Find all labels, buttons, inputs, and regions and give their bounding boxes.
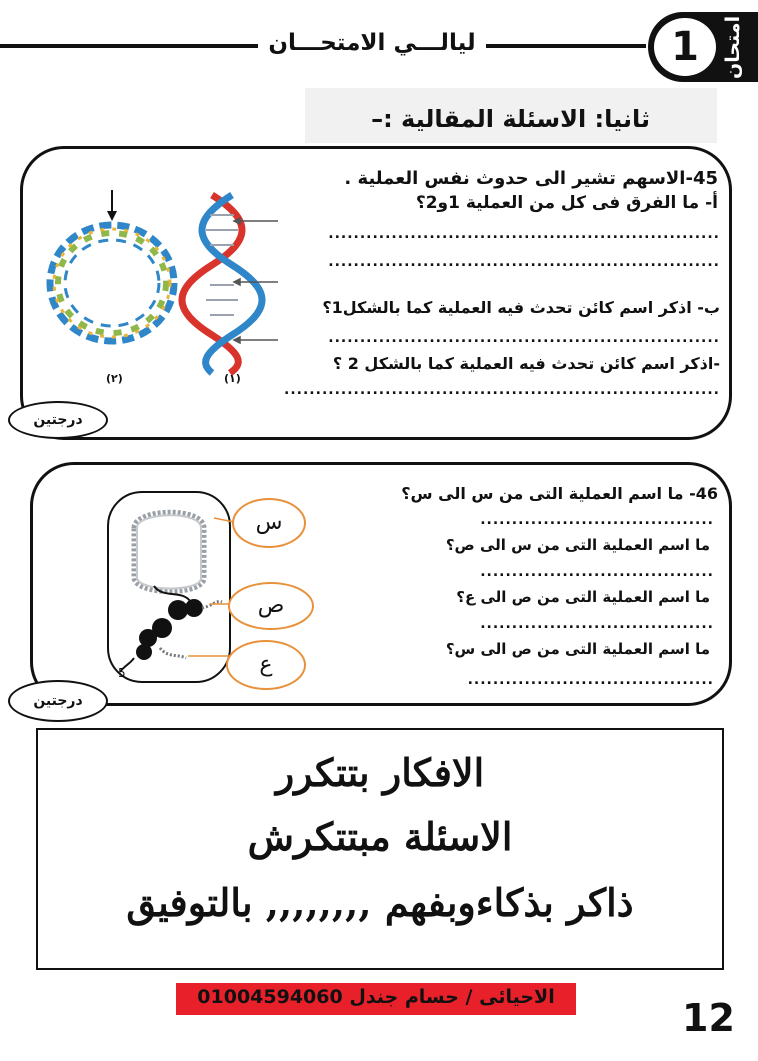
q46-answer-dots-2: ..................................... bbox=[480, 564, 714, 580]
q45-line-3: ب- اذكر اسم كائن تحدث فيه العملية كما بالشكل1؟ bbox=[322, 298, 720, 317]
callout-sad: ص bbox=[228, 582, 314, 630]
dna-loop-icon bbox=[134, 512, 204, 591]
q45-line-2: أ- ما الفرق فى كل من العملية 1و2؟ bbox=[415, 193, 718, 213]
section-title: ثانيا: الاسئلة المقالية :– bbox=[371, 105, 650, 133]
exam-badge bbox=[648, 12, 758, 82]
author-credit: الاحيائى / حسام جندل 01004594060 bbox=[197, 986, 555, 1008]
strand-5-label: 5 bbox=[118, 666, 126, 680]
q46-line-3: ما اسم العملية التى من ص الى ع؟ bbox=[456, 588, 710, 606]
dna-figures-q45 bbox=[40, 185, 280, 375]
q45-grade-oval: درجتين bbox=[8, 401, 108, 439]
q46-line-4: ما اسم العملية التى من ص الى س؟ bbox=[445, 640, 710, 658]
q45-line-1: 45-الاسهم تشير الى حدوث نفس العملية . bbox=[344, 168, 718, 189]
q46-line-1: 46- ما اسم العملية التى من س الى س؟ bbox=[401, 484, 718, 503]
q46-answer-dots-3: ..................................... bbox=[480, 616, 714, 632]
exam-word: امتحان bbox=[722, 15, 744, 79]
page-number: 12 bbox=[682, 996, 735, 1040]
header-line-left bbox=[0, 44, 258, 48]
figure-2-label: (٢) bbox=[106, 372, 123, 385]
q46-answer-dots-1: ..................................... bbox=[480, 512, 714, 528]
motto-line-1: الافكار بتتكرر bbox=[275, 750, 485, 795]
motto-line-2: الاسئلة مبتتكرش bbox=[247, 814, 513, 859]
q45-answer-dots-4: ..................................................................... bbox=[284, 382, 720, 398]
motto-line-3: ذاكر بذكاءوبفهم ,,,,,,,, بالتوفيق bbox=[126, 880, 634, 925]
ribosome-icon bbox=[136, 599, 203, 660]
q45-answer-dots-2: .............................................................. bbox=[328, 254, 720, 270]
exam-number: 1 bbox=[654, 18, 716, 76]
q46-grade-oval: درجتين bbox=[8, 680, 108, 722]
q45-line-4: -اذكر اسم كائن تحدث فيه العملية كما بالشكل 2 ؟ bbox=[332, 354, 720, 373]
figure-1-label: (١) bbox=[224, 372, 241, 385]
header-line-right bbox=[486, 44, 646, 48]
q45-answer-dots-1: .............................................................. bbox=[328, 226, 720, 242]
callout-s: س bbox=[232, 498, 306, 548]
chromosome-diagram bbox=[104, 488, 234, 688]
q45-answer-dots-3: .............................................................. bbox=[328, 330, 720, 346]
header-title: ليالـــي الامتحـــان bbox=[268, 30, 476, 56]
arrow-down-icon bbox=[107, 190, 117, 221]
q46-answer-dots-4: ....................................... bbox=[467, 672, 714, 688]
callout-ain: ع bbox=[226, 640, 306, 690]
circular-dna-icon bbox=[50, 225, 174, 341]
q46-line-2: ما اسم العملية التى من س الى ص؟ bbox=[445, 536, 710, 554]
